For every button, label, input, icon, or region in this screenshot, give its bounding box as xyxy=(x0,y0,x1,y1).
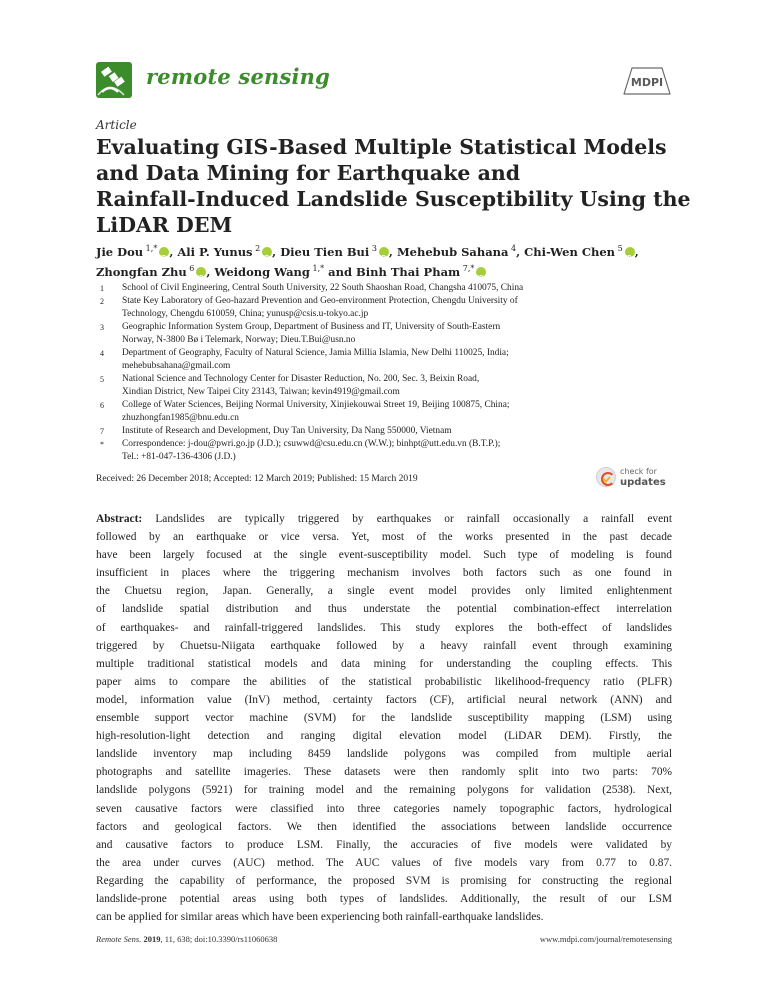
satellite-icon xyxy=(96,62,132,98)
author-affiliation-marker: 4 xyxy=(508,244,517,254)
abstract-line: seven causative factors were classified into three categories namely topographic factors, hydrological xyxy=(96,802,672,815)
check-updates-line2: updates xyxy=(620,477,666,488)
author-name: Jie Dou xyxy=(96,245,144,259)
author-list xyxy=(96,242,676,282)
affiliation-item xyxy=(96,399,676,425)
affiliation-line: College of Water Sciences, Beijing Normal University, Xinjiekouwai Street 19, Beijing 100875, China; xyxy=(122,400,510,410)
affiliation-number: 5 xyxy=(100,375,104,384)
affiliation-line: National Science and Technology Center for Disaster Reduction, No. 200, Sec. 3, Beixin Road, xyxy=(122,374,480,384)
abstract-line: of earthquakes- and rainfall-triggered landslides. This study explores the both-effect of landslides xyxy=(96,621,672,634)
affiliation-text xyxy=(122,347,676,373)
affiliation-line: Norway, N-3800 Bø i Telemark, Norway; Dieu.T.Bui@usn.no xyxy=(122,335,356,345)
affiliation-text xyxy=(122,425,676,438)
affiliation-line: Institute of Research and Development, Duy Tan University, Da Nang 550000, Vietnam xyxy=(122,426,452,436)
affiliation-item xyxy=(96,373,676,399)
orcid-icon[interactable] xyxy=(159,247,169,257)
author-name: Weidong Wang xyxy=(214,265,310,279)
abstract-line: the Chuetsu region, Japan. Generally, a single event model provides only limited enlightenment xyxy=(96,585,672,598)
affiliation-number: 2 xyxy=(100,297,104,306)
affiliation-number: 6 xyxy=(100,401,104,410)
abstract-line: photographs and satellite imageries. These datasets were then randomly split into two parts: 70% xyxy=(96,766,672,779)
affiliation-item xyxy=(96,347,676,373)
abstract-line: Regarding the capability of performance, the proposed SVM is promising for constructing the regional xyxy=(96,874,672,887)
orcid-icon[interactable] xyxy=(476,267,486,277)
affiliation-line: Xindian District, New Taipei City 23143, Taiwan; kevin4919@gmail.com xyxy=(122,387,400,397)
citation-details: , 11, 638; doi:10.3390/rs11060638 xyxy=(160,934,278,944)
abstract xyxy=(96,510,672,926)
affiliation-item xyxy=(96,295,676,321)
abstract-line: landslide polygons (5921) for training model and the remaining polygons for validation (2538). Next, xyxy=(96,784,672,797)
citation-journal: Remote Sens. xyxy=(96,934,142,944)
abstract-line: the area under curves (AUC) method. The AUC values of five models vary from 0.77 to 0.87. xyxy=(96,856,672,869)
publication-dates: Received: 26 December 2018; Accepted: 12 March 2019; Published: 15 March 2019 xyxy=(96,474,418,484)
author-affiliation-marker: 1,* xyxy=(143,244,158,254)
author-name: Dieu Tien Bui xyxy=(280,245,370,259)
affiliation-number: 4 xyxy=(100,349,104,358)
abstract-label: Abstract: xyxy=(96,513,143,525)
abstract-line xyxy=(96,510,672,528)
abstract-line: factors and geological factors. We then identified the associations between landslide occurrence xyxy=(96,820,672,833)
affiliation-text xyxy=(122,282,676,295)
author-line: Jie Dou $^{1,*}$iD , Ali P. Yunus $^2$iD , Dieu Tien Bui $^3$iD , Mehebub Sahana $^4$, Chi-Wen Chen $^5$iD , xyxy=(96,242,676,262)
affiliation-item xyxy=(96,425,676,438)
affiliation-text xyxy=(122,438,676,464)
mdpi-logo xyxy=(622,64,672,98)
orcid-icon[interactable] xyxy=(262,247,272,257)
journal-header xyxy=(96,60,672,104)
abstract-line: insufficient in places where the triggering mechanism involves both factors such as one found in xyxy=(96,567,672,580)
author-name: Mehebub Sahana xyxy=(396,245,509,259)
author-name: Chi-Wen Chen xyxy=(524,245,616,259)
author-name: Zhongfan Zhu xyxy=(96,265,187,279)
abstract-line: multiple traditional statistical models and data mining for understanding the coupling effects. This xyxy=(96,657,672,670)
check-updates-text xyxy=(620,466,666,488)
author-affiliation-marker: 3 xyxy=(369,244,377,254)
abstract-line: model, information value (InV) method, certainty factors (CF), artificial neural network (ANN) and xyxy=(96,693,672,706)
affiliation-item xyxy=(96,321,676,347)
affiliation-line: Tel.: +81-047-136-4306 (J.D.) xyxy=(122,452,236,462)
author-line: Zhongfan Zhu $^6$iD , Weidong Wang $^{1,*}$ and Binh Thai Pham $^{7,*}$iD xyxy=(96,262,676,282)
citation-year: 2019 xyxy=(143,934,161,944)
affiliation-line: Technology, Chengdu 610059, China; yunusp@csis.u-tokyo.ac.jp xyxy=(122,309,369,319)
abstract-line: of landslide spatial distribution and thus understate the potential combination-effect interrelation xyxy=(96,603,672,616)
abstract-line: triggered by Chuetsu-Niigata earthquake followed by a heavy rainfall event through examining xyxy=(96,639,672,652)
affiliation-number: 3 xyxy=(100,323,104,332)
title-line: and Data Mining for Earthquake and xyxy=(96,161,521,185)
abstract-line: high-resolution-light detection and ranging digital elevation model (LiDAR DEM). Firstly, the xyxy=(96,730,672,743)
affiliation-text xyxy=(122,399,676,425)
affiliation-text xyxy=(122,295,676,321)
orcid-icon[interactable] xyxy=(379,247,389,257)
author-affiliation-marker: 6 xyxy=(186,264,195,274)
journal-name: remote sensing xyxy=(146,64,331,89)
author-affiliation-marker: 7,* xyxy=(460,264,475,274)
affiliation-line: Geographic Information System Group, Department of Business and IT, University of South-Eastern xyxy=(122,322,501,332)
title-line: LiDAR DEM xyxy=(96,213,233,237)
title-line: Evaluating GIS-Based Multiple Statistical Models xyxy=(96,135,667,159)
author-affiliation-marker: 5 xyxy=(615,244,623,254)
affiliation-line: mehebubsahana@gmail.com xyxy=(122,361,231,371)
affiliation-number: 1 xyxy=(100,284,104,293)
check-for-updates-badge[interactable] xyxy=(596,464,672,490)
author-name: Binh Thai Pham xyxy=(356,265,461,279)
affiliation-number: 7 xyxy=(100,427,104,436)
affiliation-line: State Key Laboratory of Geo-hazard Prevention and Geo-environment Protection, Chengdu University of xyxy=(122,296,518,306)
paper-title xyxy=(96,134,691,238)
affiliation-line: zhuzhongfan1985@bnu.edu.cn xyxy=(122,413,239,423)
orcid-icon[interactable] xyxy=(625,247,635,257)
author-affiliation-marker: 1,* xyxy=(309,264,325,274)
affiliation-line: Correspondence: j-dou@pwri.go.jp (J.D.); csuwwd@csu.edu.cn (W.W.); binhpt@utt.edu.vn (B.T.P.); xyxy=(122,439,501,449)
abstract-line: paper aims to compare the abilities of the statistical probabilistic likelihood-frequency ratio (PLFR) xyxy=(96,675,672,688)
journal-url[interactable]: www.mdpi.com/journal/remotesensing xyxy=(539,934,672,944)
article-type: Article xyxy=(96,118,137,132)
abstract-line: followed by an earthquake or vice versa. Yet, most of the works presented in the past decade xyxy=(96,531,672,544)
title-line: Rainfall-Induced Landslide Susceptibility Using the xyxy=(96,187,691,211)
abstract-first-line-text: Landslides are typically triggered by earthquakes or rainfall occasionally a rainfall event xyxy=(142,513,672,525)
affiliation-line: Department of Geography, Faculty of Natural Science, Jamia Millia Islamia, New Delhi 110025, India; xyxy=(122,348,509,358)
orcid-icon[interactable] xyxy=(196,267,206,277)
affiliation-text xyxy=(122,373,676,399)
affiliation-text xyxy=(122,321,676,347)
abstract-line: can be applied for similar areas which have been experiencing both rainfall-earthquake landslides. xyxy=(96,911,544,924)
abstract-line: ensemble support vector machine (SVM) for the landslide susceptibility mapping (LSM) using xyxy=(96,712,672,725)
author-name: Ali P. Yunus xyxy=(177,245,253,259)
affiliation-item xyxy=(96,438,676,464)
abstract-line: landslide-prone potential areas using both types of landslides. Additionally, the result of our LSM xyxy=(96,892,672,905)
check-updates-line1: check for xyxy=(620,467,657,476)
mdpi-logo-text: MDPI xyxy=(630,76,664,89)
affiliation-number: * xyxy=(100,440,104,449)
citation-footer xyxy=(96,934,277,944)
affiliations xyxy=(96,282,676,464)
author-affiliation-marker: 2 xyxy=(252,244,261,254)
abstract-line: have been largely focused at the single event-susceptibility model. Such type of modeling is found xyxy=(96,549,672,562)
affiliation-item xyxy=(96,282,676,295)
check-updates-icon xyxy=(596,467,616,487)
abstract-line: landslide inventory map including 8459 landslide polygons was compiled from multiple aerial xyxy=(96,748,672,761)
affiliation-line: School of Civil Engineering, Central South University, 22 South Shaoshan Road, Changsha 410075, China xyxy=(122,283,524,293)
abstract-line: and causative factors to produce LSM. Finally, the accuracies of five models were validated by xyxy=(96,838,672,851)
